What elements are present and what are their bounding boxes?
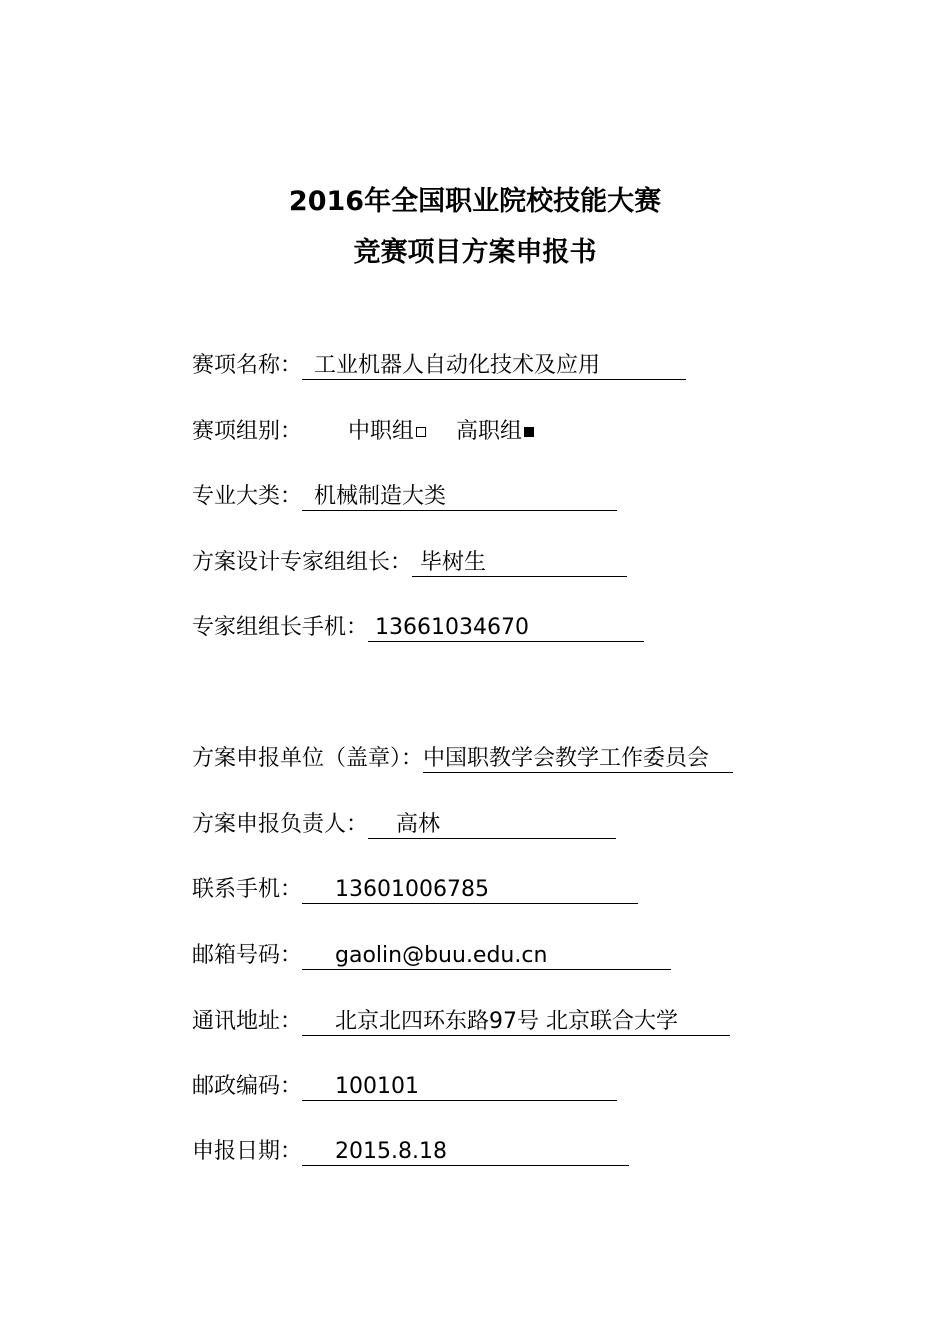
date-value: 2015.8.18 [335,1139,447,1164]
contact-phone-field[interactable] [302,877,638,904]
event-name-value: 工业机器人自动化技术及应用 [314,353,601,378]
applicant-person-row [192,810,616,840]
address-value: 北京北四环东路97号 北京联合大学 [335,1009,679,1034]
date-row [192,1137,629,1167]
expert-leader-value: 毕树生 [420,550,487,575]
event-name-field[interactable] [302,353,686,380]
contact-phone-value: 13601006785 [335,877,489,902]
document-title-line2: 竞赛项目方案申报书 [353,237,597,268]
email-value: gaolin@buu.edu.cn [335,943,548,968]
email-row [192,941,671,971]
address-field[interactable] [302,1009,730,1036]
major-category-field[interactable] [302,484,617,511]
address-row [192,1007,730,1037]
email-label: 邮箱号码： [192,943,303,968]
postal-code-value: 100101 [335,1074,419,1099]
date-field[interactable] [302,1139,629,1166]
applicant-person-value: 高林 [396,812,441,837]
postal-code-row [192,1072,617,1102]
leader-phone-field[interactable] [368,615,644,642]
event-name-label: 赛项名称： [192,353,303,378]
checked-checkbox-icon[interactable] [524,427,534,437]
address-label: 通讯地址： [192,1009,303,1034]
event-group-row [192,417,534,447]
applicant-person-label: 方案申报负责人： [192,812,369,837]
event-group-label: 赛项组别： [192,419,303,444]
major-category-row [192,482,617,512]
expert-leader-label: 方案设计专家组组长： [192,550,413,575]
applicant-unit-value: 中国职教学会教学工作委员会 [423,746,710,771]
applicant-unit-row [192,744,733,774]
option-secondary-vocational-label: 中职组 [348,419,415,444]
expert-leader-field[interactable] [412,550,627,577]
major-category-label: 专业大类： [192,484,303,509]
contact-phone-label: 联系手机： [192,877,303,902]
date-label: 申报日期： [192,1139,303,1164]
document-title-line1: 2016年全国职业院校技能大赛 [288,186,662,217]
option-secondary-vocational[interactable] [348,419,426,444]
leader-phone-row [192,613,644,643]
option-higher-vocational-label: 高职组 [456,419,523,444]
expert-leader-row [192,548,627,578]
applicant-unit-label: 方案申报单位（盖章）： [192,746,424,771]
option-higher-vocational[interactable] [456,419,534,444]
applicant-unit-field[interactable] [423,746,733,773]
leader-phone-value: 13661034670 [375,615,529,640]
contact-phone-row [192,875,638,905]
empty-checkbox-icon[interactable] [416,427,426,437]
leader-phone-label: 专家组组长手机： [192,615,369,640]
email-field[interactable] [302,943,671,970]
postal-code-label: 邮政编码： [192,1074,303,1099]
applicant-person-field[interactable] [368,812,616,839]
postal-code-field[interactable] [302,1074,617,1101]
event-name-row [192,351,686,381]
major-category-value: 机械制造大类 [314,484,447,509]
